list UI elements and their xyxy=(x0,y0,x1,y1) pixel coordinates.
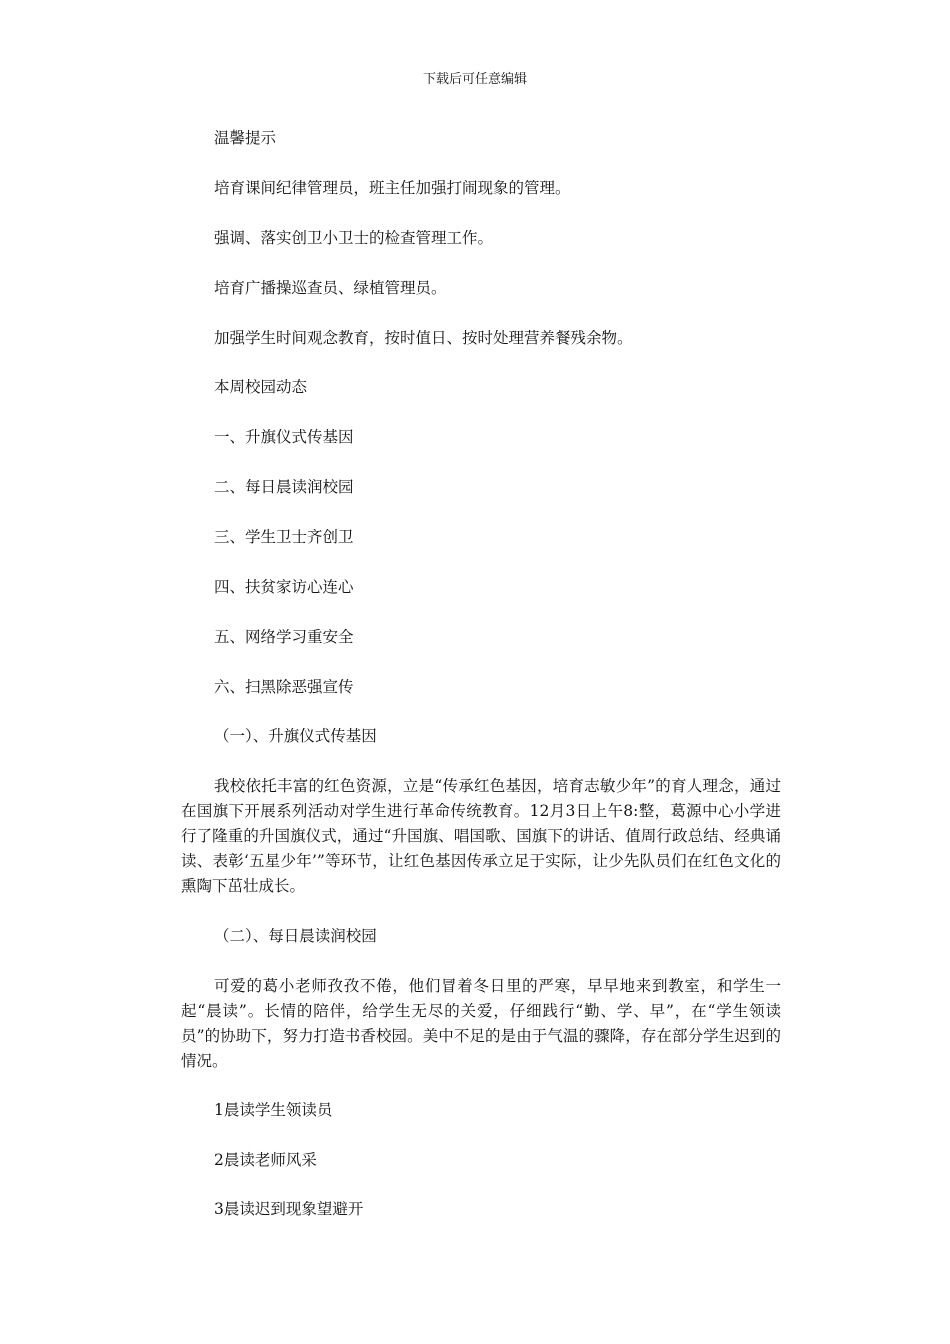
campus-heading: 本周校园动态 xyxy=(214,378,308,396)
campus-item: 一、升旗仪式传基因 xyxy=(214,428,354,446)
page-header-note: 下载后可任意编辑 xyxy=(422,72,527,87)
campus-item: 四、扶贫家访心连心 xyxy=(214,578,354,596)
section2-item: 3晨读迟到现象望避开 xyxy=(214,1200,364,1218)
tips-item: 培育课间纪律管理员，班主任加强打闹现象的管理。 xyxy=(214,179,571,197)
section1-paragraph: 我校依托丰富的红色资源，立是“传承红色基因，培育志敏少年”的育人理念，通过在国旗下开展系列活动对学生进行革命传统教育。12月3日上午8:整，葛源中心小学进行了隆重的升国旗仪式，通过“升国旗、唱国歌、国旗下的讲话、值周行政总结、经典诵读、表彰‘五星少年’”等环节，让红色基因传承立足于实际，让少先队员们在红色文化的熏陶下茁壮成长。 xyxy=(181,777,781,895)
section2-item: 2晨读老师风采 xyxy=(214,1151,317,1169)
tips-item: 强调、落实创卫小卫士的检查管理工作。 xyxy=(214,229,494,247)
section1-heading: （一）、升旗仪式传基因 xyxy=(214,727,377,745)
tips-item: 加强学生时间观念教育，按时值日、按时处理营养餐残余物。 xyxy=(214,329,633,347)
section2-item: 1晨读学生领读员 xyxy=(214,1101,333,1119)
campus-item: 三、学生卫士齐创卫 xyxy=(214,528,354,546)
tips-item: 培育广播操巡查员、绿植管理员。 xyxy=(214,279,447,297)
campus-item: 五、网络学习重安全 xyxy=(214,628,354,646)
tips-heading: 温馨提示 xyxy=(214,129,277,147)
section2-heading: （二）、每日晨读润校园 xyxy=(214,927,377,945)
section2-paragraph: 可爱的葛小老师孜孜不倦，他们冒着冬日里的严寒，早早地来到教室，和学生一起“晨读”。长情的陪伴，给学生无尽的关爱，仔细践行“勤、学、早”，在“学生领读员”的协助下，努力打造书香校园。美中不足的是由于气温的骤降，存在部分学生迟到的情况。 xyxy=(181,977,781,1070)
campus-item: 二、每日晨读润校园 xyxy=(214,478,354,496)
campus-item: 六、扫黑除恶强宣传 xyxy=(214,678,354,696)
